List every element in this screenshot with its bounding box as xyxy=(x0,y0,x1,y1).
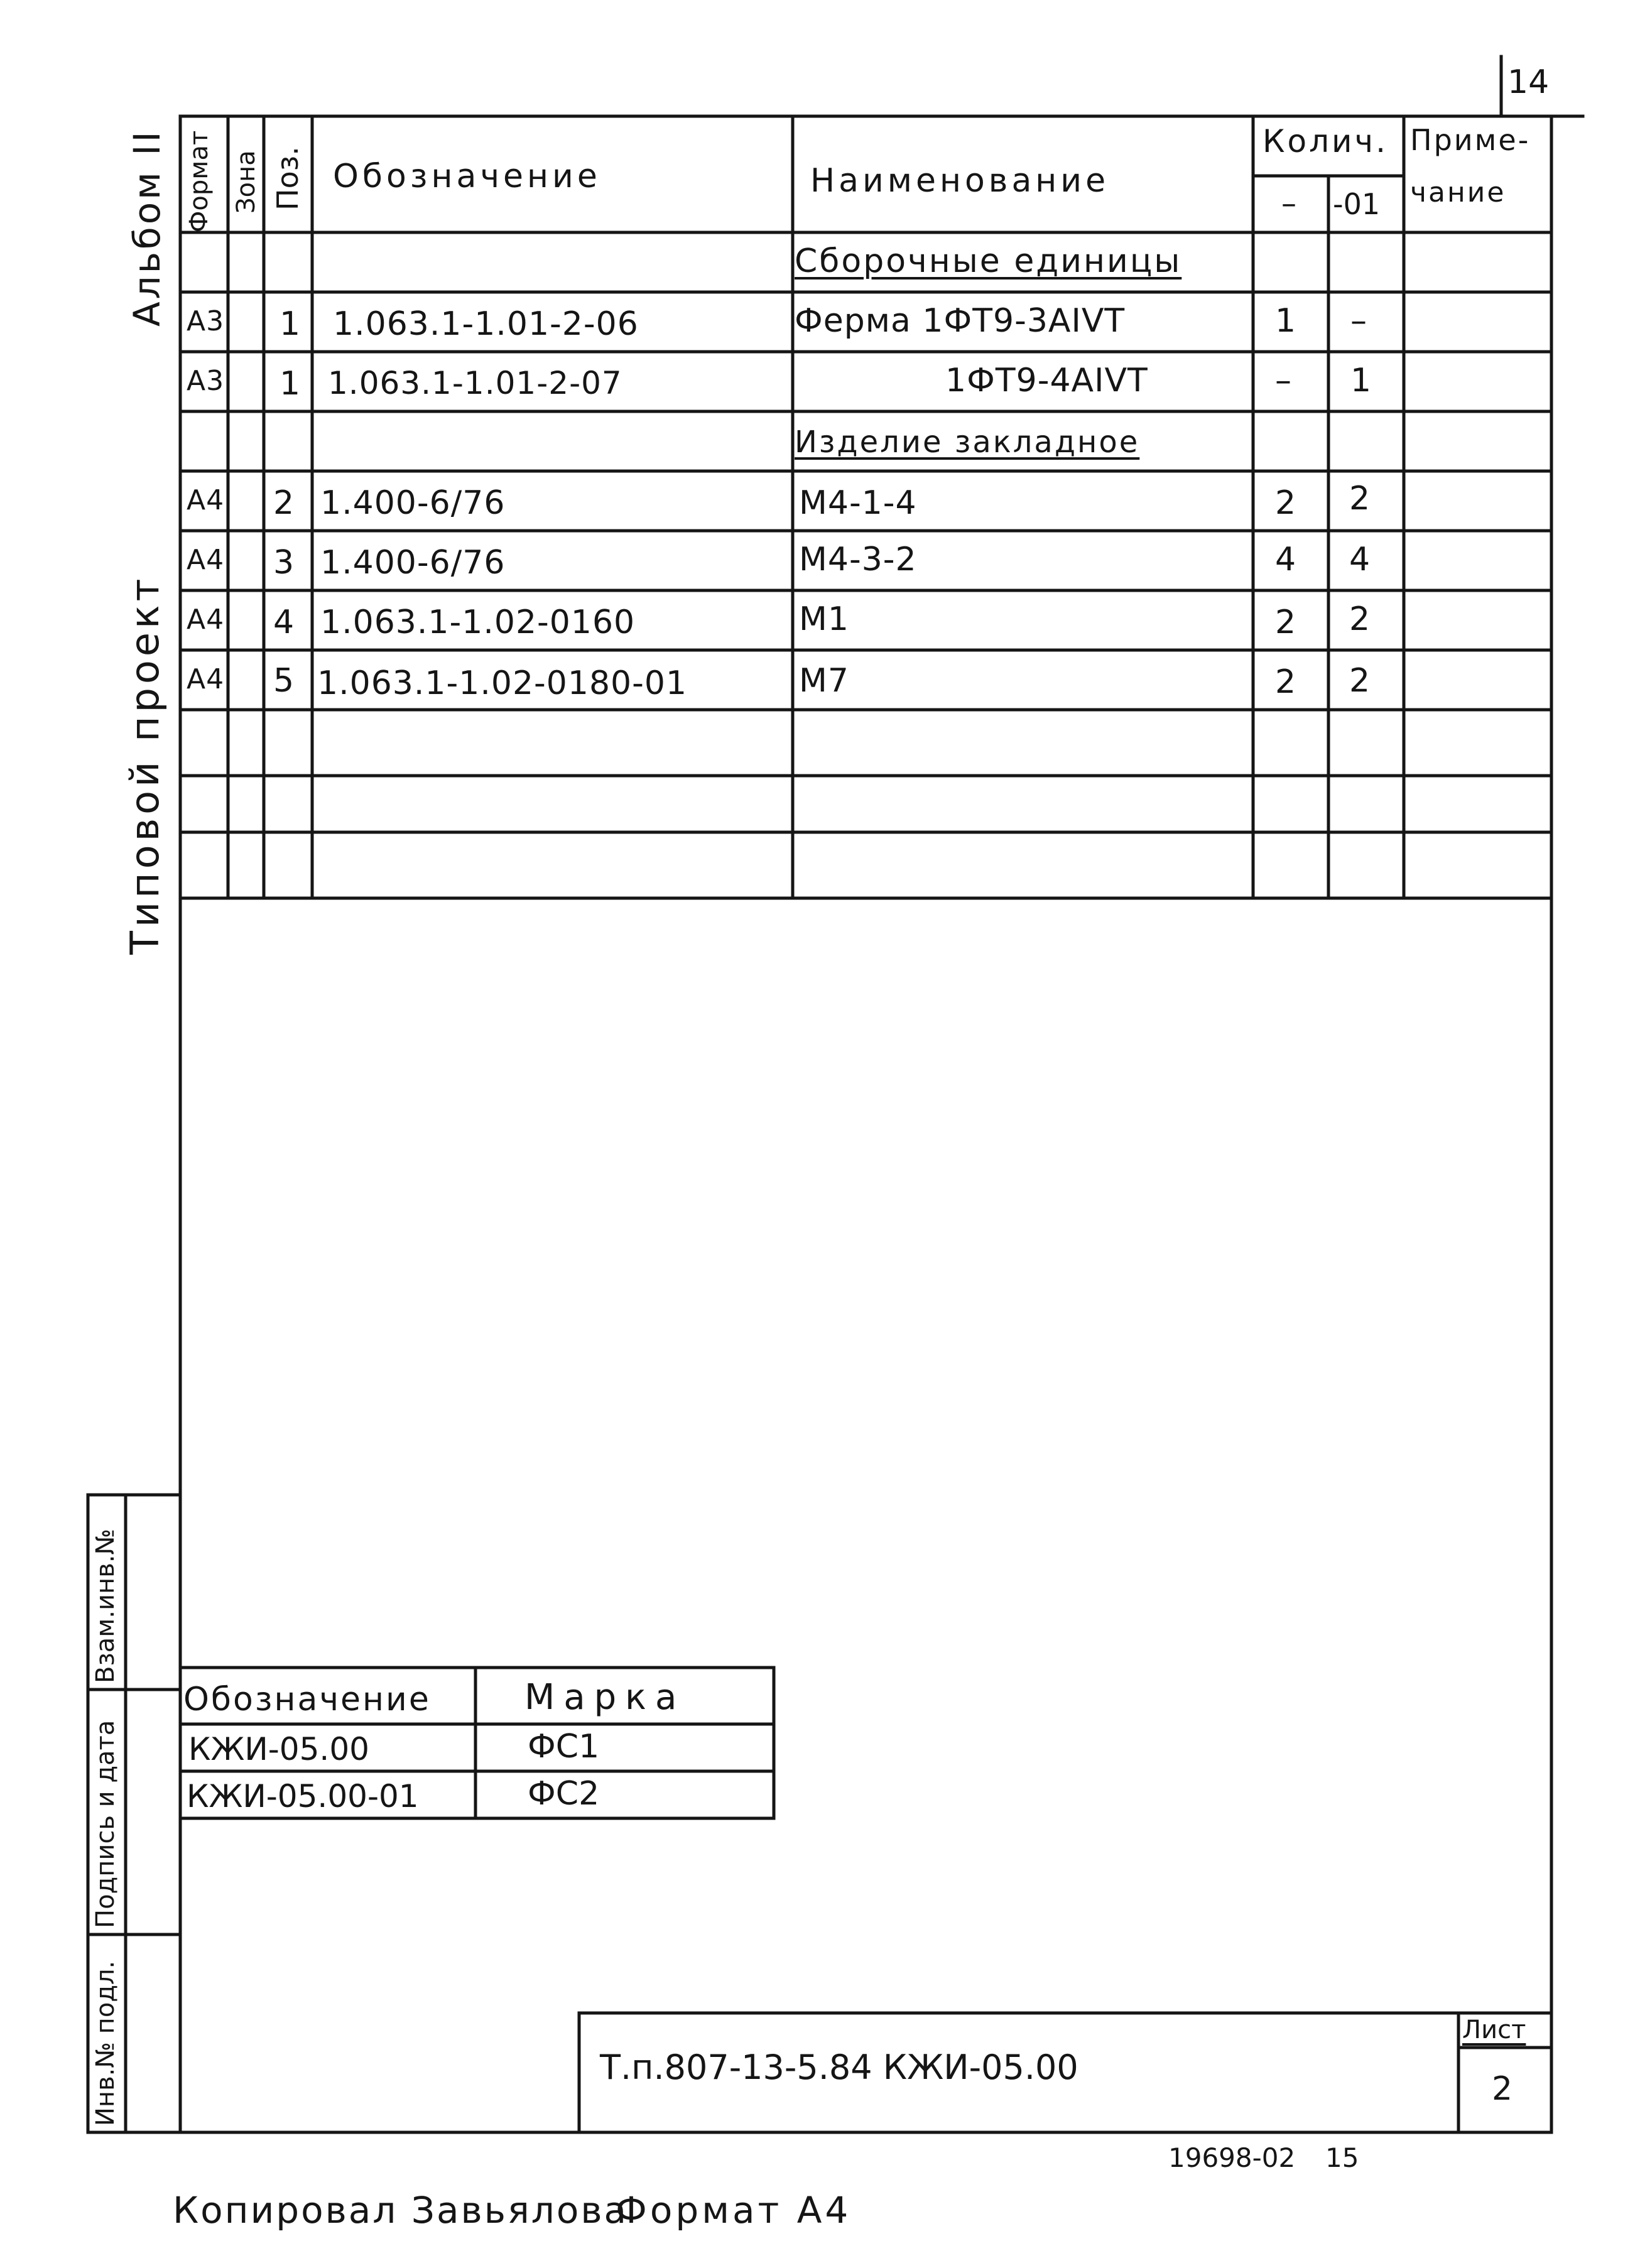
spec-pos: 5 xyxy=(273,662,295,700)
stamp-inv-original: Инв.№ подл. xyxy=(91,1960,120,2126)
spec-format: А4 xyxy=(187,663,225,695)
spec-designation: 1.063.1-1.01-2-07 xyxy=(328,365,622,401)
header-pos: Поз. xyxy=(271,146,305,210)
spec-name: Сборочные единицы xyxy=(795,242,1182,280)
archive-number: 19698-02 xyxy=(1168,2142,1296,2173)
sheet-label: Лист xyxy=(1462,2016,1526,2044)
spec-name: Изделие закладное xyxy=(795,425,1140,460)
spec-qty-main: 1 xyxy=(1275,302,1297,340)
spec-pos: 1 xyxy=(280,365,301,403)
marks-mark: ФС1 xyxy=(528,1728,600,1766)
spec-format: А3 xyxy=(187,365,225,397)
header-note-line2: чание xyxy=(1410,176,1506,209)
header-note-line1: Приме- xyxy=(1410,123,1531,157)
header-qty-01: -01 xyxy=(1333,187,1381,221)
spec-designation: 1.400-6/76 xyxy=(320,544,506,582)
marks-designation: КЖИ-05.00-01 xyxy=(187,1778,419,1815)
spec-name: 1ФТ9-4АIVТ xyxy=(945,362,1148,399)
spec-pos: 2 xyxy=(273,484,295,522)
sheet-number: 2 xyxy=(1492,2070,1513,2108)
spec-pos: 3 xyxy=(273,544,295,582)
copied-by: Копировал Завьялова xyxy=(173,2189,629,2232)
spec-qty-01: 1 xyxy=(1350,362,1372,399)
sheet-format: Формат А4 xyxy=(616,2189,852,2232)
header-designation: Обозначение xyxy=(333,158,601,195)
spec-name: М1 xyxy=(799,600,849,638)
spec-format: А3 xyxy=(187,305,225,337)
document-code: Т.п.807-13-5.84 КЖИ-05.00 xyxy=(600,2048,1078,2087)
spec-designation: 1.063.1-1.02-0180-01 xyxy=(317,665,688,702)
spec-designation: 1.400-6/76 xyxy=(320,484,506,522)
header-qty: Колич. xyxy=(1263,123,1388,160)
album-label: Альбом II xyxy=(126,129,168,327)
spec-name: М7 xyxy=(799,662,849,700)
page-number: 14 xyxy=(1507,63,1550,101)
marks-header-mark: Марка xyxy=(524,1677,686,1718)
spec-name: Ферма 1ФТ9-3АIVТ xyxy=(795,302,1126,340)
spec-qty-01: 2 xyxy=(1349,662,1371,700)
project-label: Типовой проект xyxy=(122,575,168,955)
stamp-replaced-inv: Взам.инв.№ xyxy=(91,1528,120,1683)
spec-name: М4-3-2 xyxy=(799,541,917,578)
spec-qty-01: – xyxy=(1350,302,1367,340)
spec-qty-01: 4 xyxy=(1349,541,1371,578)
spec-pos: 1 xyxy=(280,305,301,343)
stamp-signature-date: Подпись и дата xyxy=(91,1720,120,1928)
spec-name: М4-1-4 xyxy=(799,484,917,522)
spec-designation: 1.063.1-1.02-0160 xyxy=(320,604,636,641)
archive-page: 15 xyxy=(1325,2142,1359,2173)
spec-qty-01: 2 xyxy=(1349,480,1371,518)
spec-pos: 4 xyxy=(273,604,295,641)
header-zone: Зона xyxy=(232,150,261,214)
spec-format: А4 xyxy=(187,604,225,636)
header-qty-main: – xyxy=(1281,186,1296,221)
spec-qty-main: – xyxy=(1275,362,1292,399)
spec-qty-main: 2 xyxy=(1275,604,1297,641)
spec-qty-01: 2 xyxy=(1349,600,1371,638)
marks-mark: ФС2 xyxy=(528,1775,600,1813)
marks-designation: КЖИ-05.00 xyxy=(188,1731,369,1767)
spec-qty-main: 4 xyxy=(1275,541,1297,578)
spec-qty-main: 2 xyxy=(1275,484,1297,522)
spec-format: А4 xyxy=(187,484,225,516)
spec-format: А4 xyxy=(187,544,225,576)
spec-designation: 1.063.1-1.01-2-06 xyxy=(333,305,639,343)
header-name: Наименование xyxy=(810,162,1110,200)
marks-header-designation: Обозначение xyxy=(183,1681,431,1718)
spec-qty-main: 2 xyxy=(1275,663,1297,701)
header-format: Формат xyxy=(185,130,214,232)
